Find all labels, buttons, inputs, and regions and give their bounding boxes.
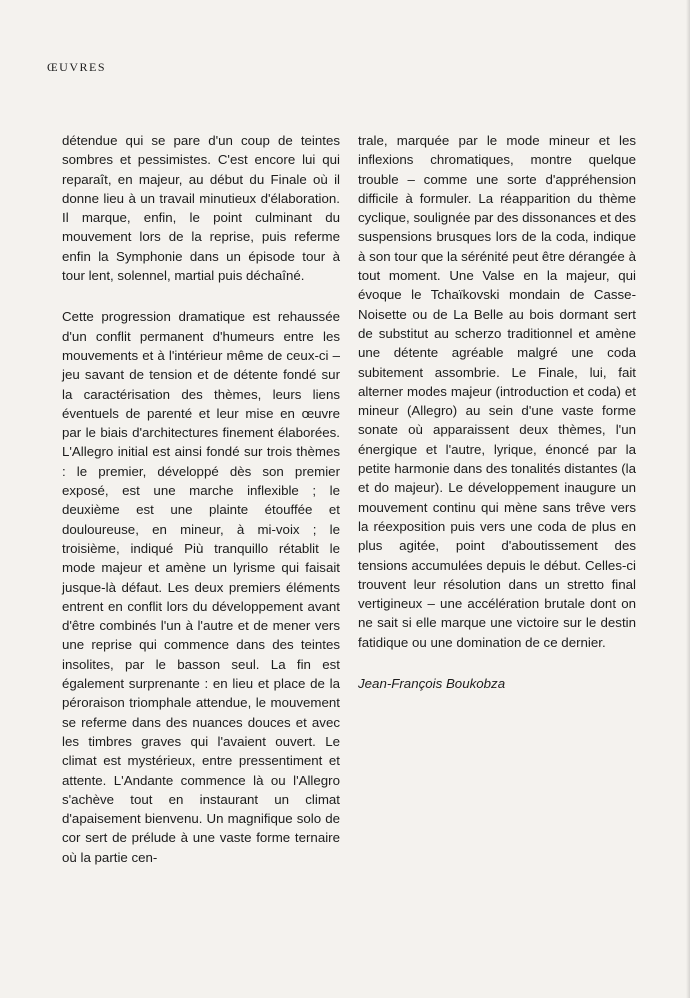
paragraph: Cette progression dramatique est rehaussée d'un conflit permanent d'humeurs entre les mouvements et à l'intérieur même de ceux-ci – jeu savant de tension et de détente fondé sur la caractérisation des thèmes, leurs liens éventuels de parenté et leur mise en œuvre par le biais d'architectures finement élaborées. L'Allegro initial est ainsi fondé sur trois thèmes : le premier, développé dès son premier exposé, est une marche inflexible ; le deuxième est une plainte étouffée et douloureuse, en mineur, à mi-voix ; le troisième, indiqué Più tranquillo rétablit le mode majeur et amène un lyrisme qui faisait jusque-là défaut. Les deux premiers éléments entrent en conflit lors du développement avant d'être combinés l'un à l'autre et de mener vers une reprise qui commence dans des teintes insolites, par le basson seul. La fin est également surprenante : en lieu et place de la péroraison triomphale attendue, le mouvement se referme dans des nuances douces et avec les timbres graves qui l'avaient ouvert. Le climat est mystérieux, entre pressentiment et attente. L'Andante commence là ou l'Allegro s'achève tout en instaurant un climat d'apaisement bienvenu. Un magnifique solo de cor sert de prélude à une vaste forme ternaire où la partie cen- — [62, 309, 340, 865]
paragraph: trale, marquée par le mode mineur et les inflexions chromatiques, montre quelque trouble – comme une sorte d'appréhension difficile à formuler. La réapparition du thème cyclique, soulignée par des dissonances et des suspensions brusques lors de la coda, indique à son tour que la sérénité peut être dérangée à tout moment. Une Valse en la majeur, qui évoque le Tchaïkovski mondain de Casse-Noisette ou de La Belle au bois dormant sert de substitut au scherzo traditionnel et amène une détente agréable malgré une coda subitement assombrie. Le Finale, lui, fait alterner modes majeur (introduction et coda) et mineur (Allegro) au sein d'une vaste forme sonate où apparaissent deux thèmes, l'un énergique et l'autre, lyrique, énoncé par la petite harmonie dans des tonalités distantes (la et do majeur). Le développement inaugure un mouvement continu qui mène sans trêve vers la réexposition puis vers une coda de plus en plus agitée, point d'aboutissement des tensions accumulées depuis le début. Celles-ci trouvent leur résolution dans un stretto final vertigineux – une accélération brutale dont on ne sait si elle marque une victoire sur le destin fatidique ou une domination de ce dernier. — [358, 133, 636, 650]
left-text-column — [62, 131, 340, 889]
paragraph: détendue qui se pare d'un coup de teintes sombres et pessimistes. C'est encore lui qui reparaît, en majeur, au début du Finale où il donne lieu à un travail minutieux d'élaboration. Il marque, enfin, le point culminant du mouvement lors de la reprise, puis referme enfin la Symphonie dans un épisode tour à tour lent, solennel, martial puis déchaîné. — [62, 133, 340, 284]
page-header: ŒUVRES — [47, 60, 107, 74]
page-edge-shadow — [686, 0, 690, 998]
author-signature: Jean-François Boukobza — [358, 676, 506, 692]
right-text-column — [358, 131, 636, 715]
